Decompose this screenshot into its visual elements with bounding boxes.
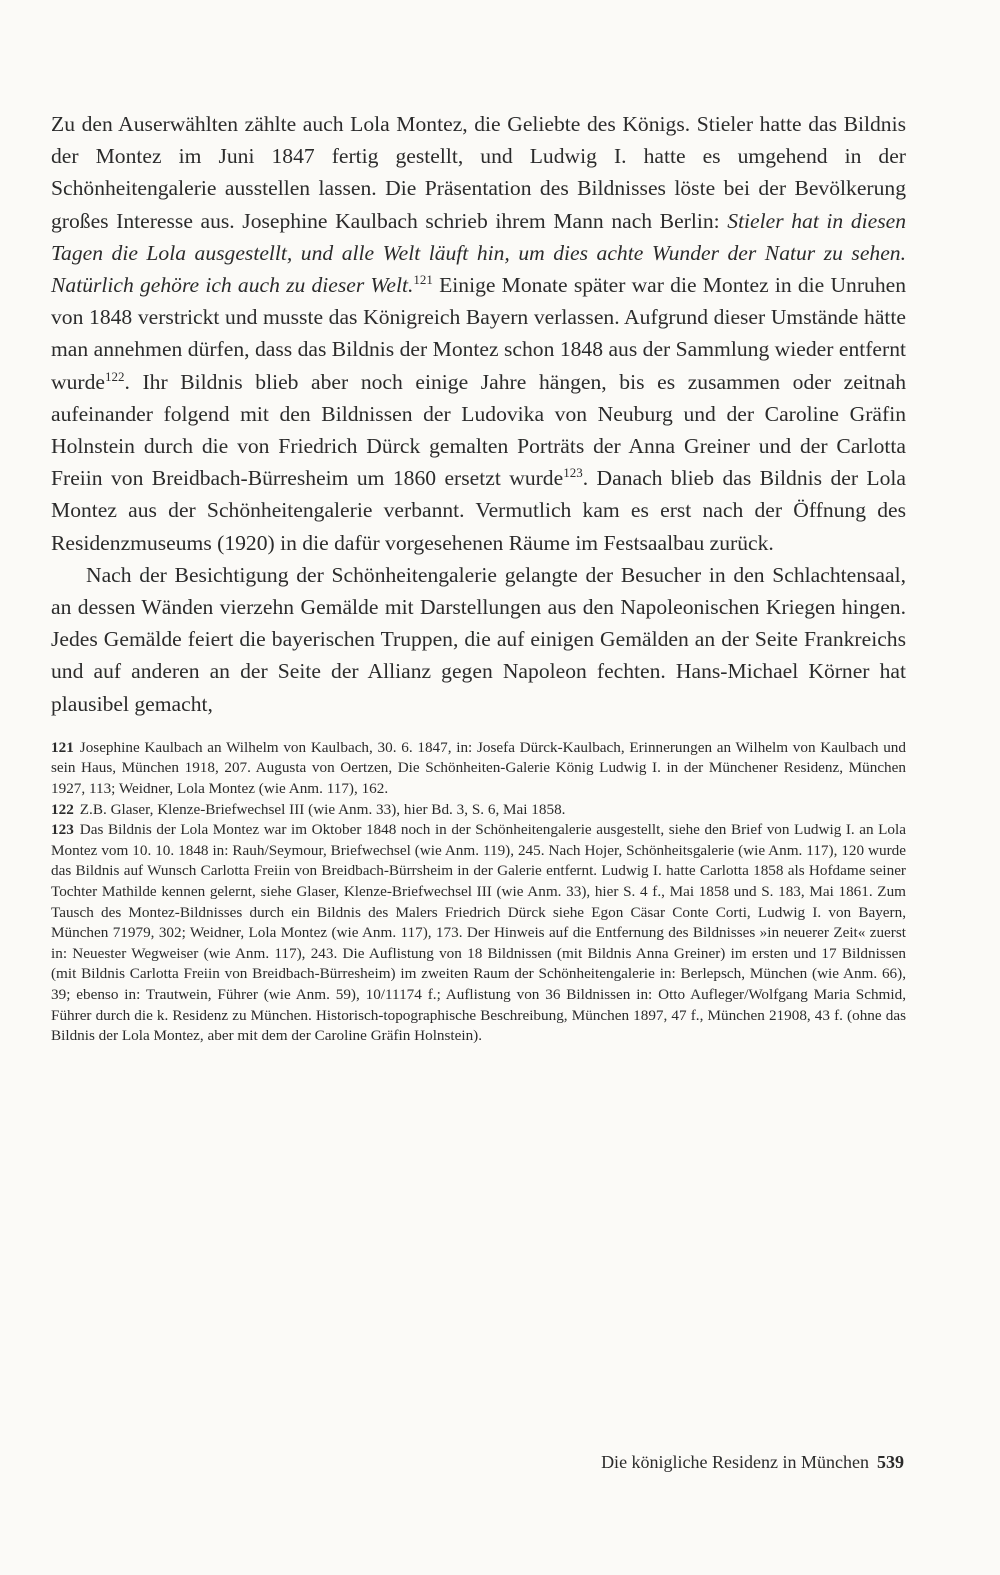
footnote-ref-121[interactable]: 121 <box>413 271 433 287</box>
running-title: Die königliche Residenz in München <box>601 1452 869 1472</box>
page <box>51 108 906 1047</box>
body-text <box>51 108 906 720</box>
footnote-121 <box>51 738 906 800</box>
footnote-ref-123[interactable]: 123 <box>563 465 583 481</box>
para1-c: . Ihr Bildnis blieb aber noch einige Jahre hängen, bis es zusammen oder zeitnah aufeinander folgend mit den Bildnissen der Ludovika von Neuburg und der Caroline Gräfin Holnstein durch die von Friedrich Dürck gemalten Porträts der Anna Greiner und der Carlotta Freiin von Breidbach-Bürresheim um 1860 ersetzt wurde <box>51 369 906 491</box>
footnotes <box>51 738 906 1047</box>
para1-d: . Danach blieb das Bildnis der Lola Montez aus der Schönheitengalerie verbannt. Vermutlich kam es erst nach der Öffnung des Residenzmuseums (1920) in die dafür vorgesehenen Räume im Festsaalbau zurück. <box>51 466 906 555</box>
paragraph-2: Nach der Besichtigung der Schönheitengalerie gelangte der Besucher in den Schlachtensaal, an dessen Wänden vierzehn Gemälde mit Darstellungen aus den Napoleonischen Kriegen hingen. Jedes Gemälde feiert die bayerischen Truppen, die auf einigen Gemälden an der Seite Frankreichs und auf anderen an der Seite der Allianz gegen Napoleon fechten. Hans-Michael Körner hat plausibel gemacht, <box>51 562 906 716</box>
footnote-text: Das Bildnis der Lola Montez war im Oktober 1848 noch in der Schönheitengalerie ausgestellt, siehe den Brief von Ludwig I. an Lola Montez vom 10. 10. 1848 in: Rauh/Seymour, Briefwechsel (wie Anm. 119), 245. Nach Hojer, Schönheitsgalerie (wie Anm. 117), 120 wurde das Bildnis auf Wunsch Carlotta Freiin von Breidbach-Bürrsheim in der Galerie entfernt. Ludwig I. hatte Carlotta 1858 als Hofdame seiner Tochter Mathilde kennen gelernt, siehe Glaser, Klenze-Briefwechsel III (wie Anm. 33), hier S. 4 f., Mai 1858 und S. 183, Mai 1861. Zum Tausch des Montez-Bildnisses durch ein Bildnis des Malers Friedrich Dürck siehe Egon Cäsar Conte Corti, Ludwig I. von Bayern, München 71979, 302; Weidner, Lola Montez (wie Anm. 117), 173. Der Hinweis auf die Entfernung des Bildnisses »in neuerer Zeit« zuerst in: Neuester Wegweiser (wie Anm. 117), 243. Die Auflistung von 18 Bildnissen (mit Bildnis Anna Greiner) im ersten und 17 Bildnissen (mit Bildnis Carlotta Freiin von Breidbach-Bürresheim) im zweiten Raum der Schönheitengalerie in: Berlepsch, München (wie Anm. 66), 39; ebenso in: Trautwein, Führer (wie Anm. 59), 10/11174 f.; Auflistung von 36 Bildnissen in: Otto Aufleger/Wolfgang Maria Schmid, Führer durch die k. Residenz zu München. Historisch-topographische Beschreibung, München 1897, 47 f., München 21908, 43 f. (ohne das Bildnis der Lola Montez, aber mit dem der Caroline Gräfin Holnstein). <box>51 821 906 1045</box>
footnote-text: Josephine Kaulbach an Wilhelm von Kaulbach, 30. 6. 1847, in: Josefa Dürck-Kaulbach, Erinnerungen an Wilhelm von Kaulbach und sein Haus, München 1918, 207. Augusta von Oertzen, Die Schönheiten-Galerie König Ludwig I. in der Münchener Residenz, München 1927, 113; Weidner, Lola Montez (wie Anm. 117), 162. <box>51 738 906 798</box>
footnote-number: 122 <box>51 800 74 818</box>
kaulbach-quote: Stieler hat in diesen Tagen die Lola ausgestellt, und alle Welt läuft hin, um dies achte Wunder der Natur zu sehen. Natürlich gehöre ich auch zu dieser Welt. <box>51 208 906 298</box>
footnote-text: Z.B. Glaser, Klenze-Briefwechsel III (wie Anm. 33), hier Bd. 3, S. 6, Mai 1858. <box>79 800 566 818</box>
paragraph-1 <box>51 108 906 559</box>
para1-b: Einige Monate später war die Montez in die Unruhen von 1848 verstrickt und musste das Königreich Bayern verlassen. Aufgrund dieser Umstände hätte man annehmen dürfen, dass das Bildnis der Montez schon 1848 aus der Sammlung wieder entfernt wurde <box>51 273 906 394</box>
para1-a: Zu den Auserwählten zählte auch Lola Montez, die Geliebte des Königs. Stieler hatte das Bildnis der Montez im Juni 1847 fertig gestellt, und Ludwig I. hatte es umgehend in der Schönheitengalerie ausstellen lassen. Die Präsentation des Bildnisses löste bei der Bevölkerung großes Interesse aus. Josephine Kaulbach schrieb ihrem Mann nach Berlin: <box>51 112 906 233</box>
footnote-123 <box>51 820 906 1047</box>
footnote-number: 123 <box>51 821 74 839</box>
footnote-122 <box>51 800 906 821</box>
running-footer <box>601 1452 904 1473</box>
footnote-ref-122[interactable]: 122 <box>104 368 125 384</box>
page-number: 539 <box>877 1452 904 1472</box>
footnote-number: 121 <box>51 738 74 756</box>
